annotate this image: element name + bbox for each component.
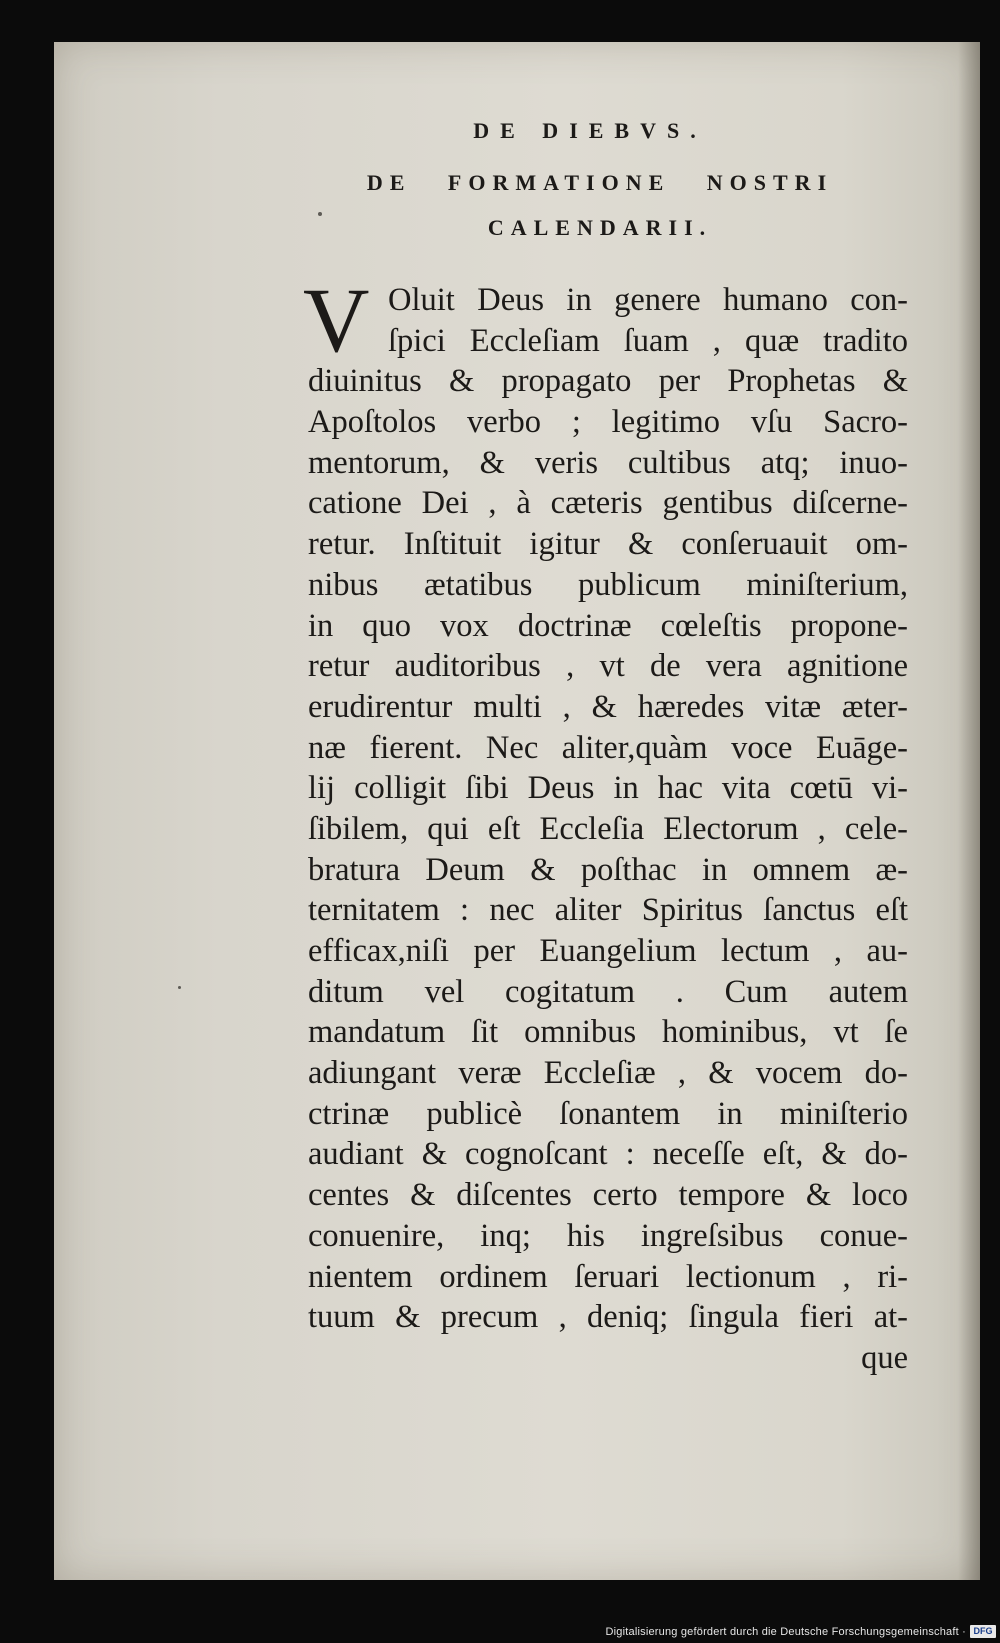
text-line: nientem ordinem ſeruari lectionum , ri- — [308, 1258, 908, 1295]
text-line: mandatum ſit omnibus hominibus, vt ſe — [308, 1014, 908, 1051]
text-line: ctrinæ publicè ſonantem in miniſterio — [308, 1095, 908, 1132]
drop-cap-initial: V — [303, 269, 370, 371]
page-edge-shadow — [958, 42, 980, 1580]
text-line: ternitatem : nec aliter Spiritus ſanctus eſt — [308, 892, 908, 929]
body-text — [308, 280, 908, 1379]
text-line: ſpici Eccleſiam ſuam , quæ tradito — [388, 322, 908, 359]
text-line: næ fierent. Nec aliter,quàm voce Euāge- — [308, 729, 908, 766]
dfg-logo-icon: DFG — [970, 1625, 996, 1638]
text-line: erudirentur multi , & hæredes vitæ æter- — [308, 688, 908, 725]
text-line: efficax,niſi per Euangelium lectum , au- — [308, 933, 908, 969]
text-line: Apoſtolos verbo ; legitimo vſu Sacro- — [308, 404, 908, 441]
text-line: catione Dei , à cæteris gentibus diſcerne- — [308, 485, 908, 522]
chapter-heading-line-1: DE FORMATIONE NOSTRI — [366, 170, 834, 195]
text-line: mentorum, & veris cultibus atq; inuo- — [308, 444, 908, 481]
dust-speck — [318, 212, 322, 216]
running-head: DE DIEBVS. — [473, 118, 707, 143]
text-line: bratura Deum & poſthac in omnem æ- — [308, 851, 908, 888]
catchword: que — [861, 1339, 908, 1376]
text-line: audiant & cognoſcant : neceſſe eſt, & do- — [308, 1136, 908, 1173]
text-line: adiungant veræ Eccleſiæ , & vocem do- — [308, 1055, 908, 1092]
text-line: lij colligit ſibi Deus in hac vita cœtū vi- — [308, 770, 908, 807]
text-line: conuenire, inq; his ingreſsibus conue- — [308, 1217, 908, 1254]
text-line: diuinitus & propagato per Prophetas & — [308, 363, 908, 400]
chapter-heading-line-2: CALENDARII. — [487, 215, 713, 240]
text-line: tuum & precum , deniq; ſingula fieri at- — [308, 1299, 908, 1336]
text-line: ditum vel cogitatum . Cum autem — [308, 973, 908, 1010]
text-line: retur. Inſtituit igitur & conſeruauit om- — [308, 526, 908, 563]
digitization-credit: Digitalisierung gefördert durch die Deutsche Forschungsgemeinschaft · — [605, 1626, 966, 1638]
text-line: ſibilem, qui eſt Eccleſia Electorum , cele- — [308, 810, 908, 847]
text-line: Oluit Deus in genere humano con- — [388, 282, 908, 318]
text-line: in quo vox doctrinæ cœleſtis propone- — [308, 607, 908, 644]
footer-bar — [0, 1617, 1000, 1643]
dust-speck — [178, 986, 181, 989]
text-line: retur auditoribus , vt de vera agnitione — [308, 648, 908, 685]
text-line: nibus ætatibus publicum miniſterium, — [308, 566, 908, 603]
text-line: centes & diſcentes certo tempore & loco — [308, 1177, 908, 1214]
